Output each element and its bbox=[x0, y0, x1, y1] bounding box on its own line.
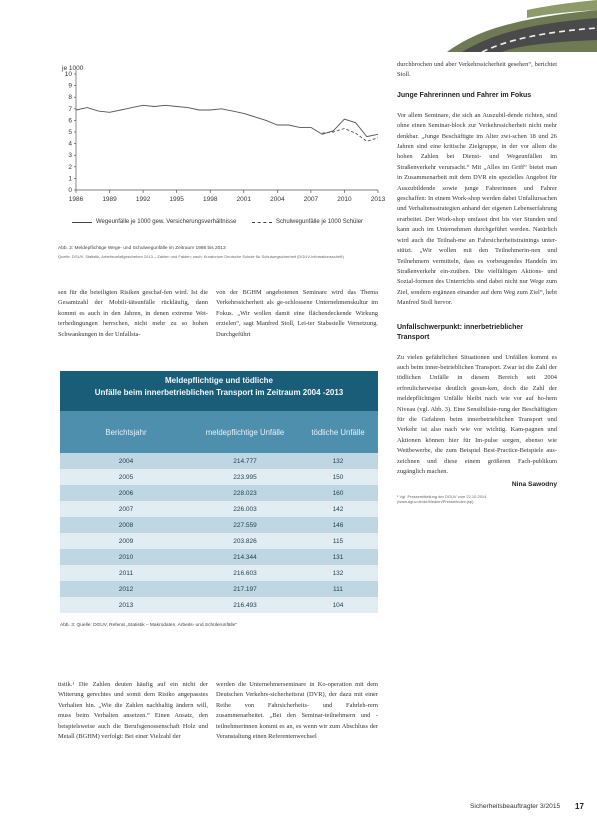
cell-year: 2006 bbox=[118, 489, 134, 497]
x-axis bbox=[69, 190, 386, 203]
page-number: 17 bbox=[575, 802, 584, 811]
chart-svg bbox=[58, 60, 388, 230]
x-tick-label: 2004 bbox=[270, 196, 285, 203]
cell-year: 2013 bbox=[118, 601, 134, 609]
x-tick-label: 1986 bbox=[68, 196, 84, 203]
x-tick-label: 2001 bbox=[236, 196, 252, 203]
paragraph-transport: Zu vielen gefährlichen Situationen und Unfällen kommt es auch beim inner-betrieblichen Transport. Zwar ist die Zahl der tödlichen Unfälle in diesem Bereich seit 2004 erfreulicherweise deutlich gesun-ken, doch die Zahl der meldepflichtigen Unfälle bleibt nach wie vor auf ho-hem Niveau (vgl. Abb. 3). Eine Sensibilisie-rung der Beschäftigten für die Gefahren beim innerbetrieblichen Transport und Verkehr ist also nach wie vor wichtig. Kam-pagnen und Aktionen können hier für Im-pulse sorgen, ebenso wie Wettbewerbe, die zum Beispiel Best-Practice-Beispiele aus-zeichnen und diese einem größeren Fach-publikum zugänglich machen. bbox=[397, 353, 557, 475]
cell-fatal: 150 bbox=[332, 473, 344, 481]
footnote: ¹ Vgl. Pressemitteilung der DGUV vom 22.10.2014 (www.dguv.de/de/Medien/Presse/index.jsp) bbox=[397, 494, 487, 505]
y-tick-label: 0 bbox=[68, 187, 72, 194]
table-title-line2: Unfälle beim innerbetrieblichen Transport im Zeitraum 2004 -2013 bbox=[94, 388, 344, 397]
cell-reportable: 227.559 bbox=[233, 521, 257, 529]
table-body bbox=[60, 453, 378, 613]
cell-year: 2008 bbox=[118, 521, 134, 529]
x-tick-label: 1992 bbox=[135, 196, 151, 203]
table-row bbox=[60, 597, 378, 613]
y-tick-label: 3 bbox=[68, 152, 72, 160]
cell-reportable: 217.197 bbox=[233, 585, 257, 593]
legend-dashed-swatch bbox=[252, 222, 272, 223]
heading-young-drivers: Junge Fahrerinnen und Fahrer im Fokus bbox=[397, 91, 532, 99]
y-tick-label: 8 bbox=[68, 94, 72, 102]
cell-reportable: 216.603 bbox=[233, 569, 257, 577]
y-tick-label: 1 bbox=[68, 175, 72, 183]
table-row bbox=[60, 581, 378, 597]
table-row bbox=[60, 533, 378, 549]
cell-reportable: 228.023 bbox=[233, 489, 257, 497]
x-tick-label: 2010 bbox=[337, 196, 352, 203]
cell-reportable: 223.995 bbox=[233, 473, 257, 481]
cell-fatal: 160 bbox=[332, 489, 344, 497]
table-row bbox=[60, 485, 378, 501]
x-tick-label: 2007 bbox=[303, 196, 319, 203]
y-axis bbox=[65, 70, 76, 194]
y-tick-label: 5 bbox=[68, 129, 72, 136]
cell-reportable: 214.344 bbox=[233, 553, 257, 561]
x-tick-label: 2013 bbox=[370, 196, 386, 203]
cell-fatal: 132 bbox=[332, 457, 344, 465]
middle-column-text: von der BGHM angebotenen Seminare wird das Thema Verkehrssicherheit als ge-schlossene Unternehmenskultur im Fokus. „Wir wollen damit eine flächendeckende Wirkung erzielen“, sagt Manfred Stoll, Lei-ter Stabsstelle Vernetzung. Durchgeführt bbox=[216, 289, 378, 338]
table-title bbox=[60, 371, 378, 411]
header-fatal: tödliche Unfälle bbox=[311, 427, 365, 437]
right-intro-text: durchbrochen und aber Verkehrssicherheit gesehen“, berichtet Stoll. bbox=[397, 61, 557, 79]
x-tick-label: 1989 bbox=[102, 196, 117, 203]
cell-year: 2009 bbox=[118, 537, 134, 545]
cell-reportable: 203.826 bbox=[233, 537, 257, 545]
paragraph-young-drivers: Vor allem Seminare, die sich an Auszubil-dende richten, sind ohne einen Seminar-block zur Verkehrssicherheit nicht mehr denkbar. „Junge Beschäftigte im Alter zwi-schen 18 und 26 Jahren sind eine kritische Zielgruppe, in der vor allem die hohen Zahlen bei Dienst- und Wegeunfällen im Straßenverkehr verursacht.“ Mit „Alles im Griff“ bietet man in Zusammenarbeit mit dem DVR ein spezielles Angebot für Auszubildende sowie junge Fahrerinnen und Fahrer geschaffen: In einem Work-shop werden dabei Unfallursachen und Verhaltensstrategien anhand der eigenen Lebenserfahrung erarbeitet. Der Work-shop umfasst drei bis vier Stunden und kann auch im Unternehmen durchgeführt werden. Natürlich wird auch die Teilnah-me an Fahrsicherheitstrainings unter-stützt. „Wir wollen mit den Teilnehmerin-nen und Teilnehmern vermitteln, dass es vorbeugendes Handeln im Straßenverkehr ein-zuüben. Die vielfältigen Aktions- und Sozial-formen des Unterrichts sind dabei nicht nur Wege zum Ziel, sondern ergänzen einander auf dem Weg zum Ziel“, hebt Manfred Stoll hervor. bbox=[397, 111, 557, 307]
right-column bbox=[397, 60, 557, 800]
cell-year: 2011 bbox=[119, 569, 133, 577]
table-row bbox=[60, 453, 378, 469]
bottom-left-text: tistik.¹ Die Zahlen deuten häufig auf ein nicht der Witterung gerechtes und somit dem Risiko angepasstes Verhalten hin. „Wie die Zahlen nachhaltig ändern will, muss beim Verhalten ansetzen.“ Einen Ansatz, den beispielsweise auch die Berufsgenossenschaft Holz und Metall (BGHM) verfolgt: Bei einer Vielzahl der bbox=[58, 681, 208, 741]
x-tick-label: 1995 bbox=[169, 196, 184, 203]
series-line-school bbox=[322, 129, 378, 142]
y-tick-label: 6 bbox=[68, 117, 72, 125]
table-caption: Abb. 3: Quelle: DGUV, Referat „Statistik – Makrodaten, Arbeits- und Schülerunfälle“ bbox=[60, 623, 237, 628]
y-tick-label: 2 bbox=[68, 163, 72, 171]
road-photo bbox=[407, 0, 597, 52]
cell-fatal: 132 bbox=[332, 569, 344, 577]
table-row bbox=[60, 565, 378, 581]
table-title-line1: Meldepflichtige und tödliche bbox=[165, 376, 273, 385]
author-name: Nina Sawodny bbox=[511, 481, 557, 489]
legend-solid-swatch bbox=[72, 222, 92, 223]
cell-year: 2007 bbox=[118, 505, 134, 513]
heading-transport: Unfallschwerpunkt: innerbetrieblicher Transport bbox=[397, 323, 524, 341]
y-tick-label: 10 bbox=[64, 71, 72, 78]
y-tick-label: 7 bbox=[68, 105, 72, 113]
bottom-middle-text: werden die Unternehmerseminare in Ko-operation mit dem Deutschen Verkehrs-sicherheitsrat (DVR), der dazu mit einer Reihe von Fahrsicherheits- und Fahrleh-rern zusammenarbeitet. „Bei den Seminar-teilnehmern und -teilnehmerinnen kommt es an, es wenn wir zum Abschluss der Veranstaltung einen Referentenwechsel bbox=[216, 681, 378, 741]
y-unit-label: je 1000 bbox=[62, 65, 84, 72]
chart-legend bbox=[72, 218, 392, 240]
cell-fatal: 115 bbox=[332, 537, 344, 545]
cell-fatal: 142 bbox=[332, 505, 344, 513]
cell-year: 2010 bbox=[118, 553, 134, 561]
cell-year: 2012 bbox=[118, 585, 134, 593]
cell-reportable: 226.003 bbox=[233, 505, 257, 513]
legend-solid-label: Wegeunfälle je 1000 gew. Versicherungsverhältnisse bbox=[96, 219, 237, 225]
cell-fatal: 131 bbox=[332, 553, 344, 561]
cell-year: 2005 bbox=[118, 473, 134, 481]
x-tick-label: 1998 bbox=[202, 196, 218, 203]
header-reportable: meldepflichtige Unfälle bbox=[205, 427, 285, 437]
cell-year: 2004 bbox=[118, 457, 134, 465]
chart-source: Quelle: DGUV, Statistik, Arbeitsunfallgeschehen 2013 – Zahlen und Fakten; nach: Kuratorium Deutsche Schule für Schulwegsicherheit (DGUV-Infomationsschrift) bbox=[58, 254, 344, 259]
cell-fatal: 104 bbox=[332, 601, 344, 609]
cell-reportable: 216.493 bbox=[233, 601, 257, 609]
table-row bbox=[60, 469, 378, 485]
cell-fatal: 146 bbox=[332, 521, 344, 529]
table-header bbox=[60, 411, 378, 453]
chart-caption: Abb. 2: Meldepflichtige Wege- und Schulwegunfälle im Zeitraum 1986 bis 2013 bbox=[58, 246, 226, 251]
page-footer bbox=[0, 803, 597, 821]
y-tick-label: 4 bbox=[68, 140, 72, 148]
table-row bbox=[60, 501, 378, 517]
chart-series bbox=[76, 105, 378, 141]
header-year: Berichtsjahr bbox=[105, 427, 147, 437]
table-row bbox=[60, 517, 378, 533]
cell-reportable: 214.777 bbox=[233, 457, 257, 465]
magazine-title: Sicherheitsbeauftragter 3/2015 bbox=[470, 803, 561, 810]
y-tick-label: 9 bbox=[68, 82, 72, 90]
line-chart bbox=[58, 60, 388, 230]
left-column-text: sen für die beteiligten Risiken geschaf-fen wird. Ist die Gesamtzahl der Mobili-tätsunfälle rückläufig, dann kommt es auch in den Jahren, in denen extreme Wet-terbedingungen herrschen, nicht mehr zu so hohen Schwankungen in der Unfallsta- bbox=[58, 289, 208, 338]
table-row bbox=[60, 549, 378, 565]
cell-fatal: 111 bbox=[333, 585, 343, 593]
legend-dashed-label: Schulwegunfälle je 1000 Schüler bbox=[276, 219, 364, 225]
